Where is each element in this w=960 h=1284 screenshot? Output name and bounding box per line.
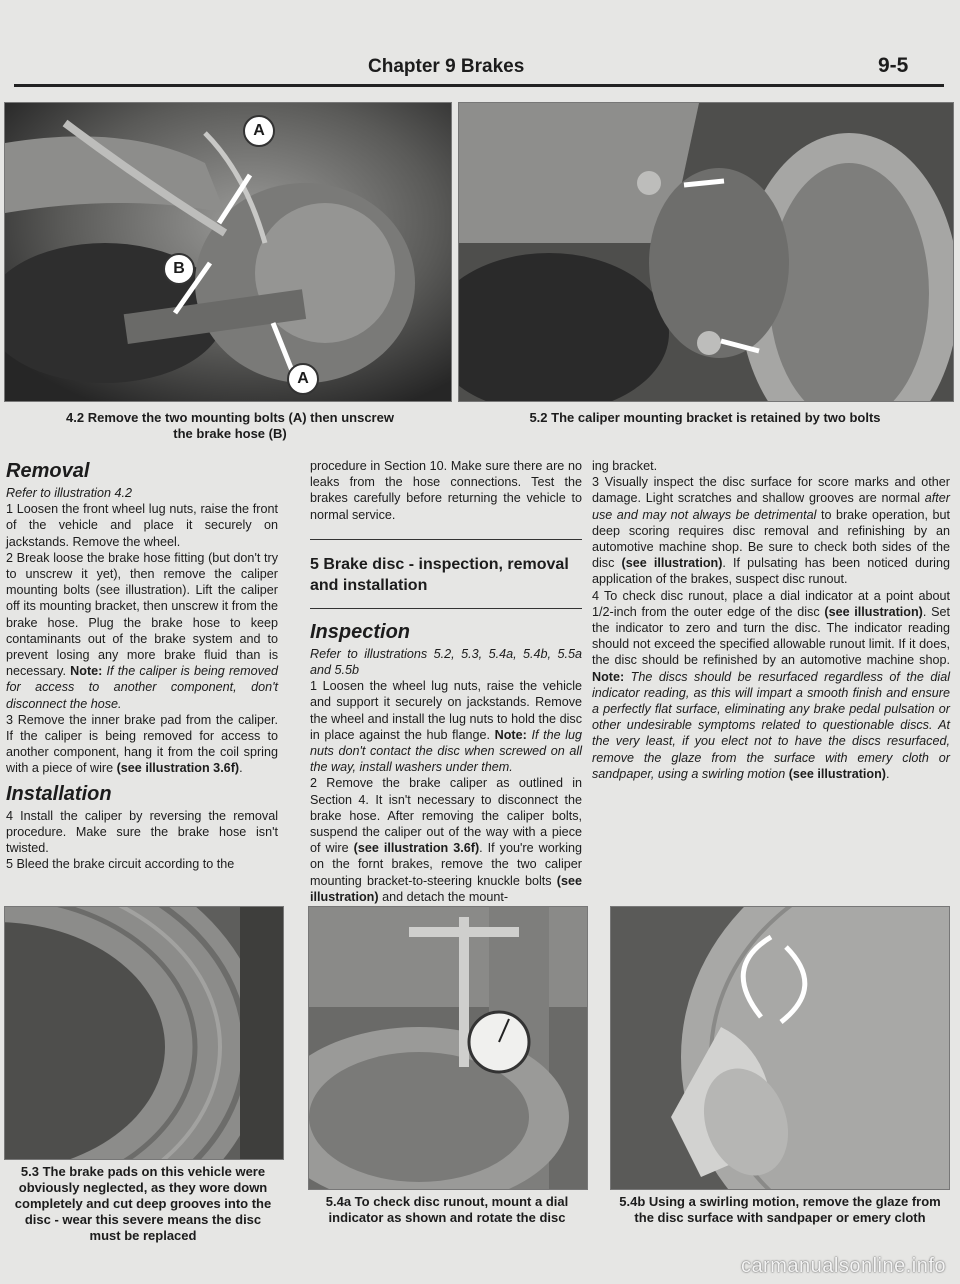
photo-5-4b (610, 906, 950, 1190)
inspection-step-2: 2 Remove the brake caliper as outlined in Section 4. It isn't necessary to disconnect the brake hose. After removing the caliper bolts, suspend the caliper out of the way with a piece of wire (see illustration 3.6f). If you're working on the fornt brakes, remove the two caliper mounting bracket-to-steering knuckle bolts (see illustration) and detach the mount- (310, 776, 583, 904)
caption-5-4a-text: 5.4a To check disc runout, mount a dial indicator as shown and rotate the disc (325, 1194, 569, 1225)
caption-5-3 (12, 1164, 274, 1244)
removal-heading: Removal (6, 460, 90, 482)
caption-5-2 (470, 410, 940, 426)
photo-5-2 (458, 102, 954, 402)
header-rule (14, 84, 944, 87)
inspection-ref: Refer to illustrations 5.2, 5.3, 5.4a, 5.4b, 5.5a and 5.5b (310, 646, 582, 678)
caption-4-2-line2: the brake hose (B) (173, 426, 287, 441)
page-header (0, 52, 960, 86)
callout-a-badge-lower (287, 363, 319, 395)
col3-continuation: ing bracket. (592, 459, 658, 473)
section-rule-bottom (310, 608, 582, 609)
inspection-step-3: 3 Visually inspect the disc surface for score marks and other damage. Light scratches and shallow grooves are normal after use and may not always be detrimental to brake operation, but deep scoring requires disc removal and refinishing by an automotive machine shop. Be sure to check both sides of the disc (see illustration). If pulsating has been noticed during application of the brakes, suspect disc runout. (592, 475, 950, 587)
column-1 (6, 458, 278, 872)
caption-5-3-text: 5.3 The brake pads on this vehicle were obviously neglected, as they wore down completely and cut deep grooves into the disc - wear this severe means the disc must be replaced (14, 1164, 272, 1243)
installation-heading: Installation (6, 782, 112, 805)
photo-4-2 (4, 102, 452, 402)
removal-step-3: 3 Remove the inner brake pad from the caliper. If the caliper is being removed for access to another component, hang it from the coil spring with a piece of wire (see illustration 3.6f). (6, 712, 278, 776)
chapter-title: Chapter 9 Brakes (368, 56, 525, 77)
installation-step-4: 4 Install the caliper by reversing the removal procedure. Make sure the brake hose isn't twisted. (6, 808, 278, 856)
col2-continuation: procedure in Section 10. Make sure there are no leaks from the hose connections. Test the brakes carefully before returning the vehicle to normal service. (310, 459, 582, 522)
callout-b-badge (163, 253, 195, 285)
callout-a-label: A (253, 122, 265, 139)
removal-ref: Refer to illustration 4.2 (6, 486, 132, 500)
inspection-step-1: 1 Loosen the wheel lug nuts, raise the vehicle and support it securely on jackstands. Remove the wheel and install the lug nuts to hold the disc in place against the hub flange. Note: If the lug nuts don't contact the disc when screwed on all the way, install washers under them. (310, 679, 583, 775)
caption-5-4b-text: 5.4b Using a swirling motion, remove the glaze from the disc surface with sandpaper or emery cloth (619, 1194, 941, 1225)
section-rule-top (310, 539, 582, 540)
photo-5-3 (4, 906, 284, 1160)
caption-5-4b (616, 1194, 944, 1226)
inspection-heading: Inspection (310, 620, 411, 643)
caption-5-2-text: 5.2 The caliper mounting bracket is retained by two bolts (529, 410, 881, 425)
callout-a-label-lower: A (297, 370, 309, 387)
caption-4-2-line1: 4.2 Remove the two mounting bolts (A) then unscrew (66, 410, 394, 425)
callout-b-label: B (173, 260, 185, 277)
column-3 (592, 458, 950, 782)
caption-4-2 (30, 410, 430, 442)
caption-5-4a (312, 1194, 582, 1226)
removal-step-2: 2 Break loose the brake hose fitting (but don't try to unscrew it yet), then remove the caliper mounting bolts (see illustration). Lift the caliper off its mounting bracket, then unscrew it from the brake hose. Plug the brake hose to keep contaminants out of the brake system and to prevent losing any more brake fluid than is necessary. Note: If the caliper is being removed for access to another component, don't disconnect the hose. (6, 550, 278, 711)
section-5-title: 5 Brake disc - inspection, removal and installation (310, 555, 569, 594)
photo-5-4a (308, 906, 588, 1190)
column-2 (310, 458, 582, 905)
page-number: 9-5 (878, 54, 909, 77)
installation-step-5: 5 Bleed the brake circuit according to the (6, 857, 235, 872)
watermark: carmanualsonline.info (740, 1255, 946, 1277)
callout-a-badge (243, 115, 275, 147)
removal-step-1: 1 Loosen the front wheel lug nuts, raise the front of the vehicle and place it securely on jackstands. Remove the wheel. (6, 502, 278, 549)
inspection-step-4: 4 To check disc runout, place a dial indicator at a point about 1/2-inch from the outer edge of the disc (see illustration). Set the indicator to zero and turn the disc. The indicator reading should not exceed the specified allowable runout limit. If it does, the disc should be refinished by an automotive machine shop. Note: The discs should be resurfaced regardless of the dial indicator reading, as this will impart a smooth finish and ensure a perfectly flat surface, eliminating any brake pedal pulsation or other undesirable symptoms related to questionable discs. At the very least, if you elect not to have the discs resurfaced, remove the glaze from the surface with emery cloth or sandpaper, using a swirling motion (see illustration). (592, 588, 950, 781)
